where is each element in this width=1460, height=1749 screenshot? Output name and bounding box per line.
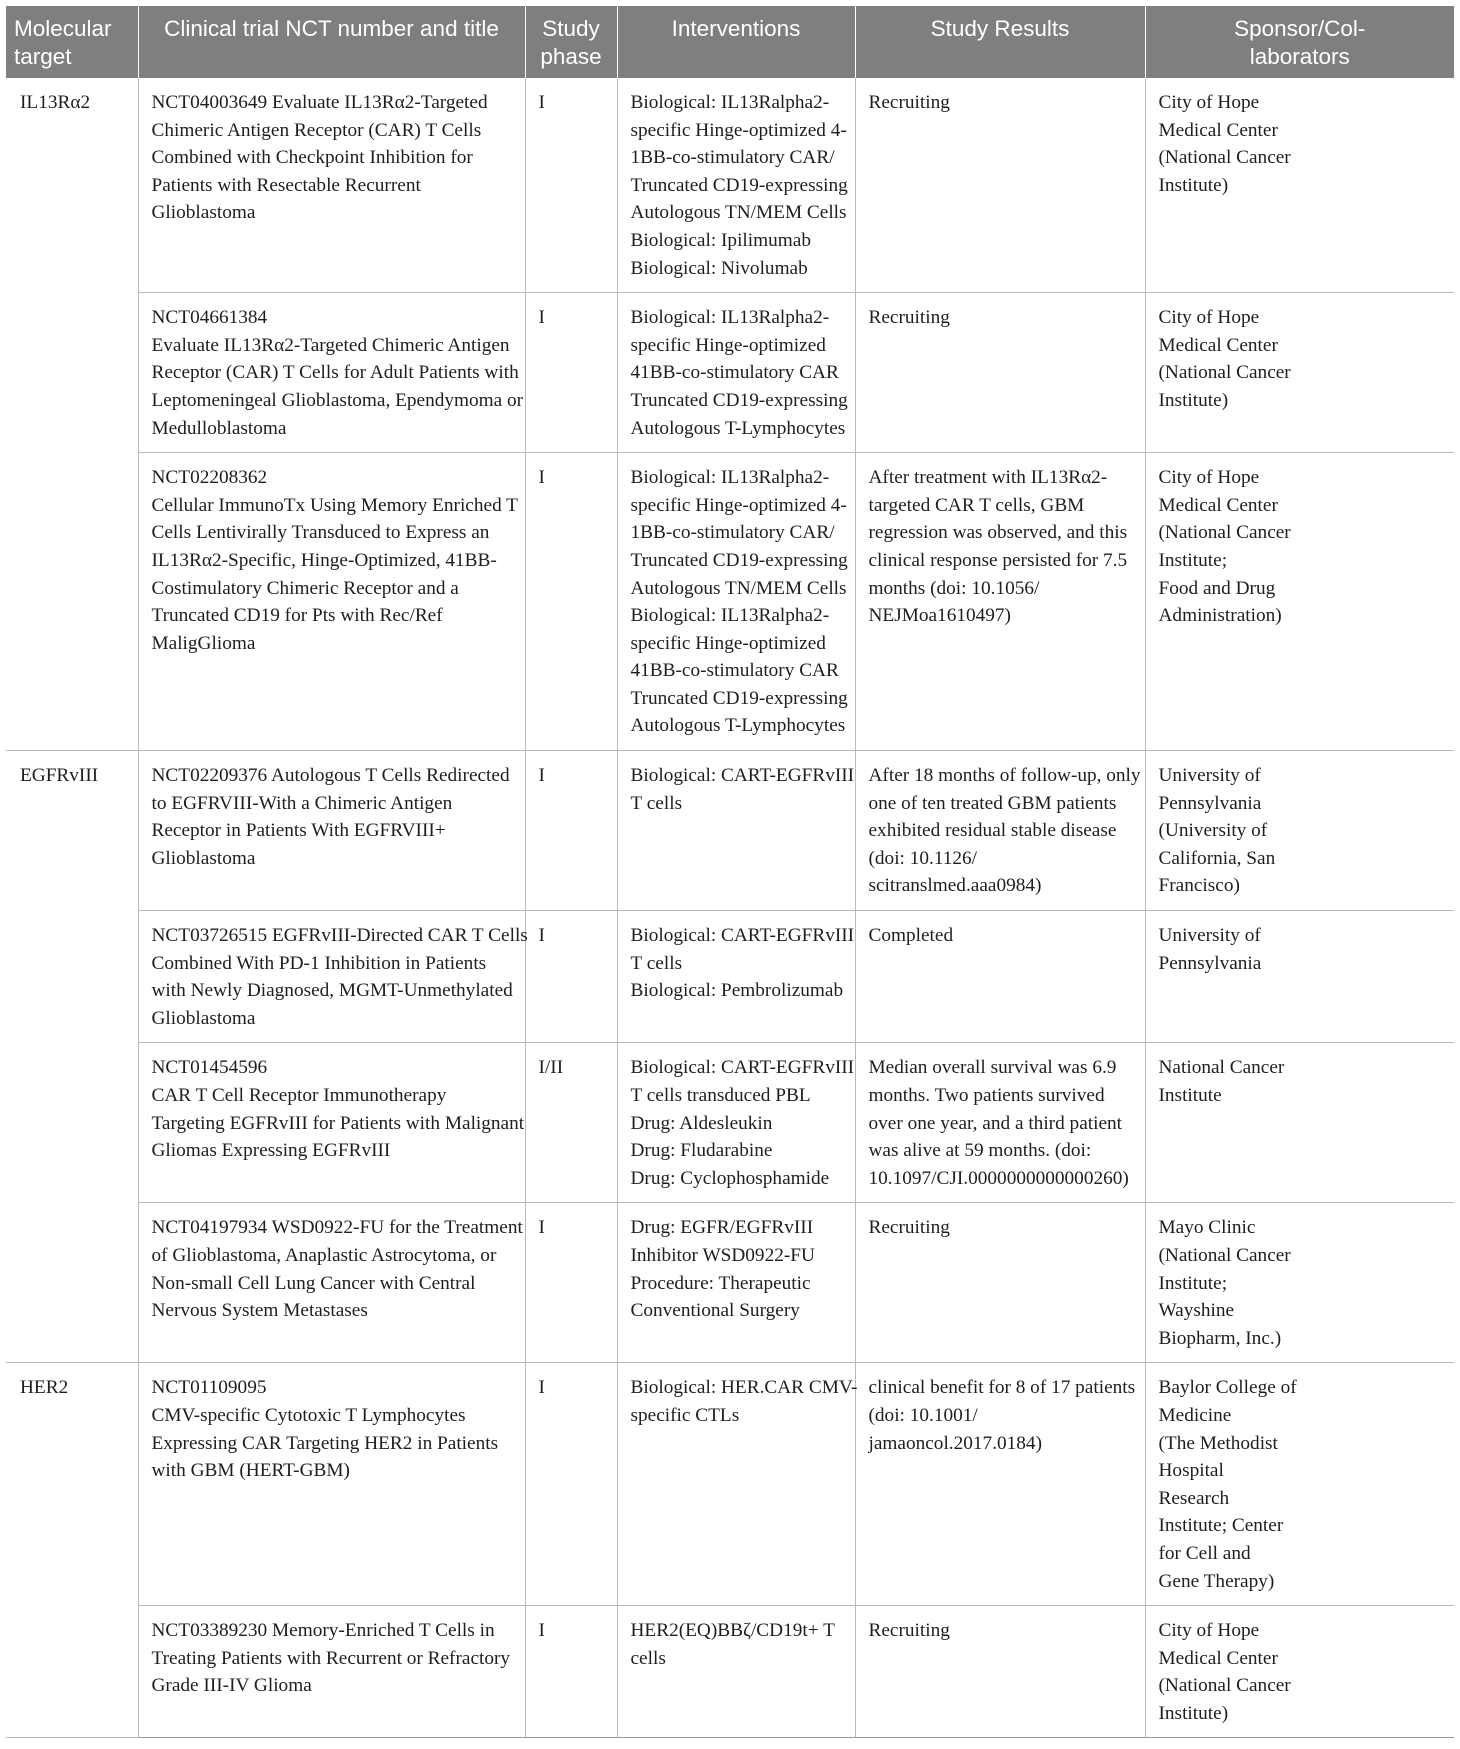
cell-study-results-line: (doi: 10.1001/	[868, 1404, 978, 1426]
cell-trial-title-line: Medulloblastoma	[151, 417, 287, 439]
cell-sponsor-line: National Cancer	[1158, 1057, 1285, 1079]
cell-interventions	[617, 1606, 855, 1738]
cell-sponsor-line: (The Methodist	[1158, 1432, 1278, 1454]
cell-interventions-line: Biological: Ipilimumab	[630, 229, 811, 251]
cell-sponsor-line: for Cell and	[1158, 1542, 1251, 1564]
cell-sponsor-line: (National Cancer	[1158, 1244, 1291, 1266]
cell-trial-title	[138, 751, 525, 911]
cell-trial-title-line: Evaluate IL13Rα2-Targeted Chimeric Antigen	[151, 334, 510, 356]
cell-interventions-line: Procedure: Therapeutic	[630, 1272, 811, 1294]
cell-sponsor-line: Research	[1158, 1487, 1230, 1509]
cell-sponsor-line: California, San	[1158, 847, 1276, 869]
header-study-phase	[525, 6, 617, 78]
cell-study-results-line: (doi: 10.1126/	[868, 847, 978, 869]
cell-trial-title	[138, 453, 525, 751]
cell-sponsor-line: Medicine	[1158, 1404, 1232, 1426]
cell-trial-title-line: NCT01109095	[151, 1377, 267, 1399]
header-text-line: Interventions	[671, 16, 801, 41]
cell-study-results	[855, 453, 1145, 751]
cell-sponsor-line: Institute)	[1158, 1702, 1229, 1724]
cell-sponsor-line: Medical Center	[1158, 334, 1278, 356]
cell-trial-title-line: to EGFRVIII-With a Chimeric Antigen	[151, 792, 453, 814]
header-molecular-target	[6, 6, 138, 78]
cell-study-results-line: months. Two patients survived	[868, 1085, 1105, 1106]
cell-trial-title-line: Costimulatory Chimeric Receptor and a	[151, 577, 459, 599]
cell-study-phase	[525, 1606, 617, 1738]
cell-interventions	[617, 751, 855, 911]
cell-interventions	[617, 293, 855, 453]
cell-interventions-line: Drug: Aldesleukin	[630, 1112, 773, 1134]
header-text-line: Molecular	[14, 16, 112, 41]
cell-sponsor-line: Biopharm, Inc.)	[1158, 1327, 1282, 1349]
cell-study-results-line: jamaoncol.2017.0184)	[868, 1432, 1042, 1454]
cell-study-phase-line: I/II	[538, 1057, 564, 1079]
cell-sponsor-line: Medical Center	[1158, 494, 1278, 516]
cell-interventions-line: Biological: IL13Ralpha2-	[630, 467, 830, 489]
cell-sponsor	[1145, 1606, 1454, 1738]
cell-sponsor-line: (University of	[1158, 820, 1268, 842]
cell-interventions-line: 41BB-co-stimulatory CAR	[630, 362, 839, 384]
cell-study-phase-line: I	[538, 307, 545, 329]
cell-interventions	[617, 453, 855, 751]
header-interventions	[617, 6, 855, 78]
cell-trial-title-line: with GBM (HERT-GBM)	[151, 1460, 350, 1482]
table-row	[6, 1606, 1454, 1738]
cell-study-phase-line: I	[538, 467, 545, 489]
cell-trial-title-line: Truncated CD19 for Pts with Rec/Ref	[151, 605, 443, 627]
cell-study-phase	[525, 453, 617, 751]
cell-trial-title-line: Treating Patients with Recurrent or Refractory	[151, 1647, 511, 1669]
table-row	[6, 453, 1454, 751]
target-text: IL13Rα2	[20, 92, 91, 113]
cell-sponsor-line: (National Cancer	[1158, 147, 1291, 169]
cell-study-phase	[525, 751, 617, 911]
cell-interventions-line: Inhibitor WSD0922-FU	[630, 1244, 815, 1266]
cell-sponsor	[1145, 293, 1454, 453]
cell-trial-title-line: CAR T Cell Receptor Immunotherapy	[151, 1085, 447, 1106]
cell-interventions-line: T cells	[630, 952, 683, 974]
cell-study-phase	[525, 78, 617, 293]
cell-sponsor	[1145, 751, 1454, 911]
cell-trial-title-line: Glioblastoma	[151, 202, 256, 224]
table-row	[6, 751, 1454, 911]
header-sponsor	[1145, 6, 1454, 78]
cell-interventions-line: T cells	[630, 792, 683, 814]
cell-interventions-line: Truncated CD19-expressing	[630, 549, 848, 571]
table-header-row	[6, 6, 1454, 78]
cell-study-phase-line: I	[538, 92, 545, 113]
cell-interventions-line: Biological: IL13Ralpha2-	[630, 92, 830, 113]
cell-study-results-line: clinical benefit for 8 of 17 patients	[868, 1377, 1136, 1399]
cell-interventions-line: Biological: CART-EGFRvIII	[630, 1057, 855, 1079]
cell-trial-title-line: Receptor in Patients With EGFRVIII+	[151, 820, 446, 842]
header-text-line: target	[14, 44, 72, 69]
cell-trial-title	[138, 1203, 525, 1363]
cell-interventions-line: Truncated CD19-expressing	[630, 687, 848, 709]
table-body	[6, 78, 1454, 1738]
table-row	[6, 1363, 1454, 1606]
cell-study-results	[855, 293, 1145, 453]
cell-sponsor-line: Administration)	[1158, 605, 1282, 627]
cell-study-results	[855, 1043, 1145, 1203]
cell-trial-title-line: MaligGlioma	[151, 632, 256, 654]
clinical-trials-table	[6, 6, 1454, 1738]
trials-table-container	[6, 6, 1454, 1738]
cell-trial-title	[138, 1363, 525, 1606]
cell-sponsor-line: Pennsylvania	[1158, 792, 1262, 814]
cell-trial-title-line: Patients with Resectable Recurrent	[151, 174, 421, 196]
cell-interventions-line: specific Hinge-optimized 4-	[630, 494, 847, 516]
header-text-line: Sponsor/Col-	[1234, 16, 1366, 41]
header-text-line: Study Results	[930, 16, 1070, 41]
cell-sponsor-line: Baylor College of	[1158, 1377, 1297, 1399]
header-study-results	[855, 6, 1145, 78]
cell-trial-title-line: with Newly Diagnosed, MGMT-Unmethylated	[151, 980, 513, 1002]
cell-study-phase	[525, 1043, 617, 1203]
cell-interventions-line: Truncated CD19-expressing	[630, 389, 848, 411]
cell-interventions-line: Biological: IL13Ralpha2-	[630, 605, 830, 627]
cell-sponsor-line: City of Hope	[1158, 92, 1260, 113]
cell-interventions-line: 1BB-co-stimulatory CAR/	[630, 147, 835, 169]
cell-molecular-target	[6, 78, 138, 751]
cell-interventions-line: HER2(EQ)BBζ/CD19t+ T	[630, 1620, 835, 1642]
cell-trial-title-line: Combined With PD-1 Inhibition in Patients	[151, 952, 487, 974]
cell-sponsor-line: City of Hope	[1158, 467, 1260, 489]
table-row	[6, 911, 1454, 1043]
table-row	[6, 78, 1454, 293]
header-text-line: laborators	[1249, 44, 1350, 69]
cell-interventions-line: T cells transduced PBL	[630, 1085, 811, 1106]
cell-interventions-line: cells	[630, 1647, 666, 1669]
cell-interventions-line: specific Hinge-optimized	[630, 632, 826, 654]
cell-sponsor-line: Institute;	[1158, 549, 1228, 571]
cell-trial-title-line: Targeting EGFRvIII for Patients with Malignant	[151, 1112, 525, 1134]
cell-interventions	[617, 1043, 855, 1203]
cell-trial-title-line: NCT03726515 EGFRvIII-Directed CAR T Cells	[151, 925, 528, 947]
cell-study-results-line: Median overall survival was 6.9	[868, 1057, 1117, 1079]
header-trial-title	[138, 6, 525, 78]
cell-trial-title-line: of Glioblastoma, Anaplastic Astrocytoma, or	[151, 1244, 497, 1266]
cell-sponsor	[1145, 78, 1454, 293]
cell-trial-title-line: Chimeric Antigen Receptor (CAR) T Cells	[151, 119, 482, 141]
cell-interventions-line: Biological: CART-EGFRvIII	[630, 925, 855, 947]
cell-sponsor-line: City of Hope	[1158, 1620, 1260, 1642]
cell-sponsor-line: Institute;	[1158, 1272, 1228, 1294]
cell-trial-title-line: Glioblastoma	[151, 1007, 256, 1029]
cell-trial-title-line: NCT02209376 Autologous T Cells Redirected	[151, 765, 510, 787]
header-text-line: Clinical trial NCT number and title	[164, 16, 499, 41]
cell-interventions-line: Drug: Fludarabine	[630, 1140, 773, 1162]
cell-sponsor-line: City of Hope	[1158, 307, 1260, 329]
cell-sponsor-line: Medical Center	[1158, 119, 1278, 141]
cell-interventions-line: Biological: Pembrolizumab	[630, 980, 844, 1002]
cell-sponsor-line: Institute	[1158, 1085, 1222, 1106]
cell-study-results-line: After treatment with IL13Rα2-	[868, 467, 1108, 489]
cell-interventions-line: Biological: HER.CAR CMV-	[630, 1377, 858, 1399]
cell-interventions-line: Drug: Cyclophosphamide	[630, 1167, 830, 1189]
cell-trial-title	[138, 78, 525, 293]
cell-study-results-line: scitranslmed.aaa0984)	[868, 875, 1042, 897]
cell-sponsor-line: (National Cancer	[1158, 522, 1291, 544]
cell-study-phase-line: I	[538, 1217, 545, 1239]
target-text: EGFRvIII	[20, 765, 99, 787]
cell-study-phase-line: I	[538, 1620, 545, 1642]
cell-trial-title-line: NCT02208362	[151, 467, 268, 489]
cell-interventions-line: Biological: CART-EGFRvIII	[630, 765, 855, 787]
cell-sponsor-line: Francisco)	[1158, 875, 1240, 897]
cell-interventions	[617, 1203, 855, 1363]
cell-sponsor-line: Food and Drug	[1158, 577, 1276, 599]
cell-study-results-line: months (doi: 10.1056/	[868, 577, 1040, 599]
cell-trial-title-line: Nervous System Metastases	[151, 1300, 368, 1322]
cell-study-results-line: Recruiting	[868, 1217, 950, 1239]
cell-sponsor-line: Medical Center	[1158, 1647, 1278, 1669]
cell-sponsor-line: Mayo Clinic	[1158, 1217, 1256, 1239]
cell-interventions-line: 1BB-co-stimulatory CAR/	[630, 522, 835, 544]
cell-trial-title-line: NCT04661384	[151, 307, 268, 329]
cell-interventions	[617, 911, 855, 1043]
cell-trial-title-line: Cellular ImmunoTx Using Memory Enriched T	[151, 494, 518, 516]
cell-trial-title-line: Gliomas Expressing EGFRvIII	[151, 1140, 391, 1162]
cell-trial-title-line: NCT01454596	[151, 1057, 268, 1079]
cell-study-results	[855, 78, 1145, 293]
cell-sponsor-line: Pennsylvania	[1158, 952, 1262, 974]
cell-trial-title-line: CMV-specific Cytotoxic T Lymphocytes	[151, 1404, 466, 1426]
cell-sponsor-line: (National Cancer	[1158, 1675, 1291, 1697]
cell-interventions-line: specific CTLs	[630, 1404, 740, 1426]
cell-interventions-line: specific Hinge-optimized	[630, 334, 826, 356]
cell-study-results-line: 10.1097/CJI.0000000000000260)	[868, 1167, 1129, 1189]
cell-trial-title-line: NCT04003649 Evaluate IL13Rα2-Targeted	[151, 92, 488, 113]
cell-trial-title-line: Non-small Cell Lung Cancer with Central	[151, 1272, 476, 1294]
cell-study-phase	[525, 911, 617, 1043]
target-text: HER2	[20, 1377, 69, 1399]
cell-sponsor	[1145, 1043, 1454, 1203]
cell-sponsor	[1145, 453, 1454, 751]
cell-sponsor-line: University of	[1158, 765, 1261, 787]
cell-study-results-line: exhibited residual stable disease	[868, 820, 1117, 842]
cell-study-phase-line: I	[538, 765, 545, 787]
cell-study-results-line: Recruiting	[868, 1620, 950, 1642]
cell-sponsor-line: Wayshine	[1158, 1300, 1235, 1322]
cell-sponsor-line: Institute; Center	[1158, 1515, 1284, 1537]
cell-interventions-line: 41BB-co-stimulatory CAR	[630, 660, 839, 682]
cell-study-phase	[525, 1363, 617, 1606]
cell-interventions-line: Biological: Nivolumab	[630, 257, 808, 279]
cell-interventions-line: Autologous T-Lymphocytes	[630, 417, 846, 439]
cell-study-results-line: one of ten treated GBM patients	[868, 792, 1117, 814]
table-row	[6, 1043, 1454, 1203]
cell-study-results	[855, 1203, 1145, 1363]
cell-study-results-line: NEJMoa1610497)	[868, 605, 1011, 627]
cell-interventions-line: specific Hinge-optimized 4-	[630, 119, 847, 141]
cell-trial-title-line: Cells Lentivirally Transduced to Express an	[151, 522, 490, 544]
cell-study-results	[855, 1363, 1145, 1606]
header-text-line: Study	[542, 16, 600, 41]
cell-study-results	[855, 911, 1145, 1043]
cell-trial-title	[138, 1043, 525, 1203]
cell-trial-title	[138, 293, 525, 453]
cell-trial-title-line: NCT03389230 Memory-Enriched T Cells in	[151, 1620, 495, 1642]
cell-study-phase	[525, 293, 617, 453]
cell-interventions	[617, 1363, 858, 1606]
cell-study-results-line: Recruiting	[868, 92, 950, 113]
table-row	[6, 1203, 1454, 1363]
cell-interventions-line: Autologous TN/MEM Cells	[630, 577, 847, 599]
cell-interventions-line: Drug: EGFR/EGFRvIII	[630, 1217, 814, 1239]
cell-study-phase-line: I	[538, 925, 545, 947]
cell-trial-title-line: Leptomeningeal Glioblastoma, Ependymoma or	[151, 389, 524, 411]
cell-trial-title-line: NCT04197934 WSD0922-FU for the Treatment	[151, 1217, 523, 1239]
cell-sponsor-line: Hospital	[1158, 1460, 1224, 1482]
cell-study-results-line: Recruiting	[868, 307, 950, 329]
cell-sponsor	[1145, 911, 1454, 1043]
cell-study-results-line: over one year, and a third patient	[868, 1112, 1123, 1134]
cell-interventions-line: Biological: IL13Ralpha2-	[630, 307, 830, 329]
cell-study-results-line: targeted CAR T cells, GBM	[868, 494, 1085, 516]
cell-study-phase-line: I	[538, 1377, 545, 1399]
cell-molecular-target	[6, 751, 138, 1363]
cell-trial-title-line: Combined with Checkpoint Inhibition for	[151, 147, 473, 169]
cell-study-results	[855, 1606, 1145, 1738]
cell-interventions-line: Truncated CD19-expressing	[630, 174, 848, 196]
cell-interventions-line: Conventional Surgery	[630, 1300, 800, 1322]
table-row	[6, 293, 1454, 453]
cell-sponsor-line: University of	[1158, 925, 1261, 947]
cell-interventions	[617, 78, 855, 293]
cell-study-results-line: Completed	[868, 925, 954, 947]
cell-study-results	[855, 751, 1145, 911]
cell-molecular-target	[6, 1363, 138, 1738]
cell-study-results-line: regression was observed, and this	[868, 522, 1128, 544]
cell-trial-title-line: IL13Rα2-Specific, Hinge-Optimized, 41BB-	[151, 549, 497, 571]
cell-trial-title	[138, 911, 528, 1043]
header-text-line: phase	[540, 44, 602, 69]
cell-trial-title-line: Receptor (CAR) T Cells for Adult Patients with	[151, 362, 519, 384]
cell-study-results-line: After 18 months of follow-up, only	[868, 765, 1141, 787]
cell-study-results-line: was alive at 59 months. (doi:	[868, 1140, 1092, 1162]
cell-interventions-line: Autologous T-Lymphocytes	[630, 715, 846, 737]
cell-study-phase	[525, 1203, 617, 1363]
cell-sponsor-line: Institute)	[1158, 174, 1229, 196]
cell-sponsor	[1145, 1363, 1454, 1606]
cell-sponsor-line: (National Cancer	[1158, 362, 1291, 384]
cell-sponsor-line: Gene Therapy)	[1158, 1570, 1275, 1592]
cell-study-results-line: clinical response persisted for 7.5	[868, 549, 1128, 571]
cell-trial-title-line: Grade III-IV Glioma	[151, 1675, 312, 1697]
cell-trial-title-line: Glioblastoma	[151, 847, 256, 869]
cell-trial-title-line: Expressing CAR Targeting HER2 in Patients	[151, 1432, 499, 1454]
cell-sponsor	[1145, 1203, 1454, 1363]
cell-interventions-line: Autologous TN/MEM Cells	[630, 202, 847, 224]
cell-trial-title	[138, 1606, 525, 1738]
cell-sponsor-line: Institute)	[1158, 389, 1229, 411]
